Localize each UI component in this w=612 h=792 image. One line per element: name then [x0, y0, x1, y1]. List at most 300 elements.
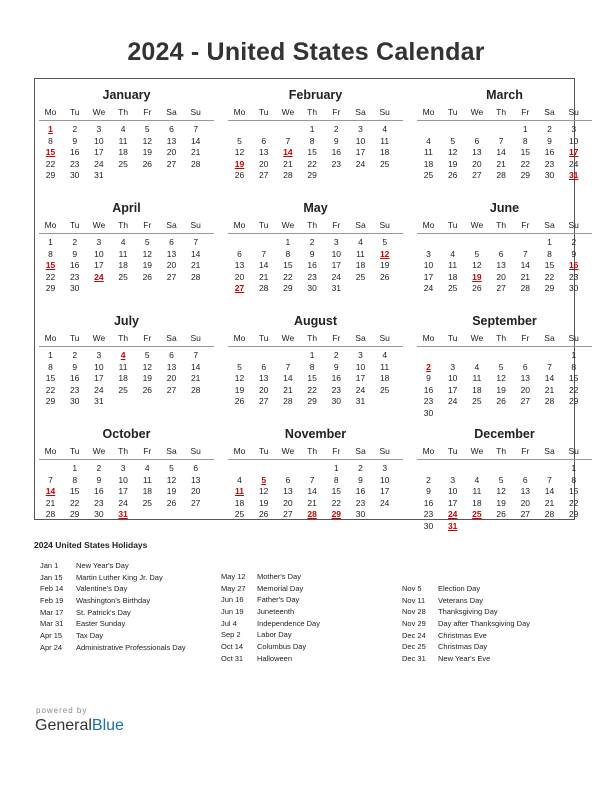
holiday-item [40, 583, 186, 595]
holiday-date: May 12 [221, 572, 246, 581]
calendar-day: 21 [190, 373, 201, 383]
calendar-day: 22 [307, 384, 317, 395]
calendar-day: 15 [307, 373, 317, 383]
calendar-day: 6 [474, 135, 480, 146]
calendar-day: 23 [69, 271, 80, 282]
calendar-day: 4 [358, 237, 363, 247]
holiday-item [40, 595, 186, 607]
weekday-label: Fr [521, 333, 530, 343]
calendar-day: 19 [496, 384, 506, 395]
holiday-name: Day after Thanksgiving Day [438, 619, 530, 629]
calendar-day: 20 [190, 486, 201, 496]
calendar-day: 3 [450, 361, 456, 372]
holiday-day: 16 [568, 260, 579, 270]
calendar-day: 22 [45, 271, 56, 282]
holiday-date: Jan 1 [40, 561, 59, 570]
calendar-grid [34, 78, 579, 531]
calendar-day: 1 [333, 463, 339, 473]
calendar-day: 13 [190, 474, 201, 485]
calendar-day: 12 [447, 147, 458, 157]
calendar-day: 15 [568, 373, 579, 383]
calendar-day: 7 [547, 361, 552, 372]
holiday-day: 31 [118, 509, 128, 519]
calendar-day: 21 [190, 260, 201, 270]
calendar-day: 6 [285, 474, 291, 485]
calendar-day: 8 [48, 135, 53, 146]
holiday-name: Christmas Day [438, 642, 488, 652]
month-november [228, 422, 403, 532]
calendar-day: 25 [447, 283, 458, 293]
calendar-day: 4 [382, 350, 388, 360]
calendar-day: 20 [166, 147, 177, 157]
month-december [417, 422, 592, 532]
calendar-day: 5 [144, 350, 150, 360]
weekday-label: Fr [521, 220, 530, 230]
weekday-label: Sa [355, 220, 366, 230]
weekday-label: Su [379, 446, 390, 456]
calendar-day: 21 [520, 271, 531, 282]
calendar-day: 16 [94, 486, 104, 496]
calendar-day: 26 [496, 396, 506, 406]
calendar-day: 21 [307, 497, 317, 508]
calendar-day: 23 [331, 384, 342, 395]
calendar-day: 23 [331, 158, 342, 169]
calendar-day: 13 [472, 147, 482, 157]
holiday-item [221, 618, 320, 630]
calendar-day: 26 [379, 271, 390, 282]
calendar-day: 20 [258, 384, 269, 395]
calendar-day: 28 [283, 396, 293, 406]
month-april [39, 196, 214, 306]
calendar-day: 20 [166, 373, 177, 383]
holiday-item [221, 653, 320, 665]
holiday-item [402, 641, 530, 653]
calendar-day: 19 [496, 497, 506, 508]
calendar-day: 1 [285, 237, 291, 247]
calendar-day: 25 [234, 509, 245, 519]
calendar-day: 8 [309, 361, 315, 372]
weekday-label: Su [190, 107, 201, 117]
calendar-day: 30 [307, 283, 317, 293]
calendar-day: 4 [120, 237, 126, 247]
calendar-day: 14 [496, 147, 506, 157]
holiday-name: Memorial Day [257, 583, 304, 593]
calendar-day: 18 [472, 497, 482, 508]
calendar-day: 13 [283, 486, 293, 496]
calendar-day: 1 [522, 124, 528, 134]
calendar-day: 24 [568, 158, 579, 169]
calendar-day: 30 [69, 283, 80, 293]
weekday-label: We [470, 446, 484, 456]
calendar-day: 8 [333, 474, 339, 485]
calendar-day: 18 [118, 260, 128, 270]
weekday-label: Sa [544, 446, 555, 456]
calendar-day: 20 [166, 260, 177, 270]
calendar-day: 6 [237, 248, 242, 259]
month-august [228, 309, 403, 419]
weekday-header [417, 218, 592, 234]
weekday-label: Fr [143, 333, 152, 343]
calendar-day: 1 [48, 237, 53, 247]
weekday-header [228, 105, 403, 121]
holiday-item [402, 618, 530, 630]
calendar-day: 12 [258, 486, 269, 496]
calendar-day: 28 [496, 170, 506, 180]
calendar-day: 18 [118, 147, 128, 157]
calendar-day: 16 [69, 373, 80, 383]
calendar-day: 28 [258, 283, 269, 293]
brand-logo[interactable] [35, 717, 124, 735]
weekday-label: Th [118, 446, 129, 456]
calendar-day: 9 [72, 135, 78, 146]
holiday-date: Jul 4 [221, 618, 237, 628]
page-title: 2024 - United States Calendar [127, 38, 485, 66]
holiday-item [402, 583, 530, 595]
weekday-label: Fr [332, 333, 341, 343]
calendar-day: 3 [333, 237, 339, 247]
weekday-label: Tu [258, 107, 269, 117]
calendar-day: 19 [142, 147, 153, 157]
calendar-day: 26 [234, 396, 245, 406]
calendar-day: 19 [166, 486, 177, 496]
weekday-label: Sa [166, 107, 177, 117]
calendar-day: 13 [520, 486, 531, 496]
weekday-header [228, 444, 403, 460]
weekday-header [417, 331, 592, 347]
calendar-day: 1 [309, 124, 315, 134]
calendar-day: 11 [118, 248, 128, 259]
weekday-label: Th [496, 220, 507, 230]
weekday-header [417, 105, 592, 121]
calendar-day: 4 [450, 248, 456, 259]
holiday-day: 14 [283, 147, 293, 157]
calendar-day: 29 [520, 170, 531, 180]
calendar-day: 26 [142, 384, 153, 395]
calendar-day: 13 [496, 260, 506, 270]
holiday-item [40, 642, 186, 654]
holiday-item [40, 572, 186, 584]
calendar-day: 8 [309, 135, 315, 146]
calendar-day: 23 [94, 497, 104, 508]
calendar-day: 9 [571, 248, 577, 259]
month-name: March [486, 88, 523, 102]
calendar-day: 2 [333, 124, 339, 134]
weekday-label: Fr [521, 446, 530, 456]
calendar-day: 23 [69, 384, 80, 395]
weekday-label: Tu [69, 107, 80, 117]
calendar-day: 27 [166, 158, 177, 169]
holiday-date: Mar 31 [40, 619, 64, 629]
calendar-day: 9 [96, 474, 102, 485]
calendar-day: 27 [258, 170, 269, 180]
calendar-day: 15 [544, 260, 555, 270]
calendar-day: 25 [142, 497, 153, 508]
month-september [417, 309, 592, 419]
calendar-day: 10 [94, 361, 104, 372]
calendar-day: 3 [120, 463, 126, 473]
holiday-date: Dec 31 [402, 654, 426, 664]
calendar-day: 9 [309, 248, 315, 259]
calendar-day: 11 [380, 361, 390, 372]
holiday-name: Mother's Day [257, 572, 301, 581]
calendar-day: 30 [94, 509, 104, 519]
calendar-day: 6 [169, 124, 174, 134]
weekday-label: We [470, 107, 484, 117]
calendar-day: 12 [234, 147, 245, 157]
holiday-date: Feb 19 [40, 596, 64, 606]
calendar-day: 7 [193, 350, 199, 360]
calendar-day: 26 [258, 509, 269, 519]
calendar-day: 25 [118, 271, 128, 282]
weekday-label: Su [379, 333, 390, 343]
calendar-day: 11 [424, 147, 433, 157]
calendar-day: 29 [568, 396, 579, 406]
calendar-day: 24 [94, 158, 104, 169]
weekday-label: We [470, 220, 484, 230]
calendar-day: 11 [472, 486, 482, 496]
calendar-day: 13 [166, 248, 177, 259]
calendar-day: 3 [358, 350, 363, 360]
calendar-day: 30 [331, 396, 342, 406]
weekday-label: Mo [44, 107, 57, 117]
holiday-item [221, 641, 320, 653]
weekday-label: Su [190, 220, 201, 230]
holiday-date: Apr 24 [40, 642, 63, 652]
calendar-day: 23 [544, 158, 555, 169]
calendar-day: 22 [544, 271, 555, 282]
holiday-day: 17 [568, 147, 579, 157]
calendar-day: 1 [48, 350, 53, 360]
calendar-day: 2 [571, 237, 577, 247]
calendar-day: 4 [474, 474, 480, 485]
weekday-header [39, 444, 214, 460]
calendar-day: 30 [544, 170, 555, 180]
calendar-day: 20 [520, 497, 531, 508]
calendar-day: 17 [94, 260, 104, 270]
calendar-day: 6 [498, 248, 504, 259]
calendar-day: 5 [144, 124, 150, 134]
month-january [39, 83, 214, 193]
calendar-day: 24 [423, 283, 434, 293]
month-name: June [489, 201, 520, 215]
holidays-heading: 2024 United States Holidays [34, 540, 148, 550]
month-july [39, 309, 214, 419]
calendar-day: 17 [118, 486, 128, 496]
calendar-day: 15 [69, 486, 80, 496]
calendar-day: 12 [142, 135, 153, 146]
calendar-day: 18 [423, 158, 434, 169]
brand-general: General [35, 717, 92, 734]
calendar-day: 22 [45, 384, 56, 395]
weekday-label: Mo [233, 446, 246, 456]
calendar-day: 19 [142, 260, 153, 270]
weekday-label: We [281, 107, 295, 117]
weekday-label: Tu [258, 446, 269, 456]
weekday-label: Th [496, 333, 507, 343]
weekday-label: Sa [166, 446, 177, 456]
holiday-item [40, 560, 186, 572]
holiday-day: 15 [45, 147, 56, 157]
calendar-day: 13 [166, 135, 177, 146]
holiday-day: 11 [235, 486, 244, 496]
holiday-name: Martin Luther King Jr. Day [76, 572, 163, 582]
weekday-label: Sa [166, 220, 177, 230]
weekday-label: Fr [143, 220, 152, 230]
calendar-day: 7 [498, 135, 504, 146]
weekday-header [39, 105, 214, 121]
month-june [417, 196, 592, 306]
weekday-label: Fr [143, 107, 152, 117]
weekday-label: We [470, 333, 484, 343]
weekday-label: Th [118, 333, 129, 343]
calendar-day: 6 [261, 135, 267, 146]
holiday-item [402, 606, 530, 618]
calendar-day: 4 [426, 135, 431, 146]
calendar-day: 2 [309, 237, 315, 247]
calendar-day: 7 [285, 361, 291, 372]
calendar-day: 14 [283, 373, 293, 383]
calendar-day: 5 [237, 361, 242, 372]
calendar-day: 6 [522, 474, 528, 485]
calendar-day: 15 [331, 486, 342, 496]
calendar-day: 15 [568, 486, 579, 496]
holiday-item [221, 606, 320, 618]
calendar-day: 6 [261, 361, 267, 372]
month-name: September [472, 314, 537, 328]
calendar-day: 19 [447, 158, 458, 169]
holiday-day: 28 [307, 509, 317, 519]
calendar-day: 20 [283, 497, 293, 508]
calendar-day: 1 [571, 350, 577, 360]
weekday-label: Th [307, 333, 318, 343]
calendar-day: 3 [571, 124, 577, 134]
calendar-day: 13 [234, 260, 245, 270]
calendar-day: 14 [190, 135, 201, 146]
calendar-day: 31 [94, 396, 104, 406]
weekday-label: Fr [143, 446, 152, 456]
holiday-day: 27 [234, 283, 245, 293]
calendar-day: 13 [258, 373, 269, 383]
weekday-label: Sa [544, 107, 555, 117]
month-name: October [102, 427, 151, 441]
calendar-day: 17 [423, 271, 434, 282]
holiday-date: Nov 11 [402, 595, 426, 605]
weekday-header [417, 444, 592, 460]
holiday-name: Father's Day [257, 595, 300, 605]
calendar-day: 8 [547, 248, 552, 259]
holiday-name: St. Patrick's Day [76, 607, 131, 617]
calendar-day: 10 [423, 260, 434, 270]
calendar-day: 7 [522, 248, 528, 259]
weekday-label: Mo [44, 333, 57, 343]
calendar-day: 8 [48, 248, 53, 259]
calendar-day: 31 [355, 396, 366, 406]
calendar-day: 2 [72, 350, 78, 360]
holiday-day: 31 [447, 520, 458, 531]
weekday-label: Tu [69, 220, 80, 230]
calendar-day: 27 [520, 509, 531, 519]
calendar-day: 19 [142, 373, 153, 383]
calendar-day: 10 [379, 474, 390, 485]
calendar-day: 5 [474, 248, 480, 259]
calendar-day: 5 [498, 474, 504, 485]
calendar-day: 19 [379, 260, 390, 270]
calendar-day: 11 [448, 260, 458, 270]
holiday-name: Veterans Day [438, 595, 484, 605]
calendar-day: 30 [423, 407, 434, 418]
calendar-day: 28 [190, 271, 201, 282]
calendar-day: 11 [118, 361, 128, 372]
calendar-day: 30 [355, 509, 366, 519]
weekday-label: We [281, 333, 295, 343]
calendar-day: 24 [331, 271, 342, 282]
calendar-day: 21 [45, 497, 56, 508]
holiday-day: 24 [94, 271, 104, 282]
weekday-label: Tu [447, 333, 458, 343]
weekday-label: Mo [422, 220, 435, 230]
calendar-day: 14 [190, 248, 201, 259]
holiday-name: New Year's Day [76, 561, 129, 570]
calendar-day: 17 [447, 497, 458, 508]
calendar-day: 23 [568, 271, 579, 282]
calendar-day: 19 [234, 384, 245, 395]
calendar-day: 9 [358, 474, 363, 485]
calendar-day: 21 [544, 384, 555, 395]
weekday-label: Tu [447, 446, 458, 456]
calendar-day: 10 [118, 474, 128, 485]
weekday-label: Th [118, 107, 129, 117]
calendar-day: 22 [45, 158, 56, 169]
holiday-day: 19 [234, 158, 245, 169]
calendar-day: 9 [426, 373, 431, 383]
weekday-label: Su [190, 333, 201, 343]
weekday-label: Su [379, 220, 390, 230]
calendar-day: 18 [379, 373, 390, 383]
holiday-date: Sep 2 [221, 630, 241, 640]
weekday-label: Su [568, 220, 579, 230]
calendar-day: 11 [472, 373, 482, 383]
calendar-day: 28 [45, 509, 56, 519]
calendar-day: 18 [118, 373, 128, 383]
calendar-day: 3 [358, 124, 363, 134]
calendar-day: 5 [450, 135, 456, 146]
calendar-day: 13 [166, 361, 177, 372]
calendar-day: 28 [544, 509, 555, 519]
calendar-day: 15 [283, 260, 293, 270]
calendar-day: 29 [45, 283, 56, 293]
calendar-day: 31 [94, 170, 104, 180]
calendar-day: 17 [355, 373, 366, 383]
weekday-label: Tu [447, 220, 458, 230]
weekday-label: Fr [521, 107, 530, 117]
calendar-day: 1 [547, 237, 552, 247]
calendar-day: 12 [142, 361, 153, 372]
weekday-label: Su [190, 446, 201, 456]
calendar-day: 2 [547, 124, 552, 134]
calendar-day: 23 [69, 158, 80, 169]
holiday-date: Jun 19 [221, 607, 244, 617]
calendar-day: 1 [72, 463, 78, 473]
holiday-day: 1 [48, 124, 53, 134]
calendar-day: 4 [237, 474, 242, 485]
calendar-day: 29 [69, 509, 80, 519]
holiday-day: 14 [45, 486, 56, 496]
holiday-item [221, 583, 320, 595]
weekday-label: Sa [355, 446, 366, 456]
calendar-day: 18 [234, 497, 245, 508]
holiday-column [402, 583, 530, 665]
calendar-day: 17 [331, 260, 342, 270]
